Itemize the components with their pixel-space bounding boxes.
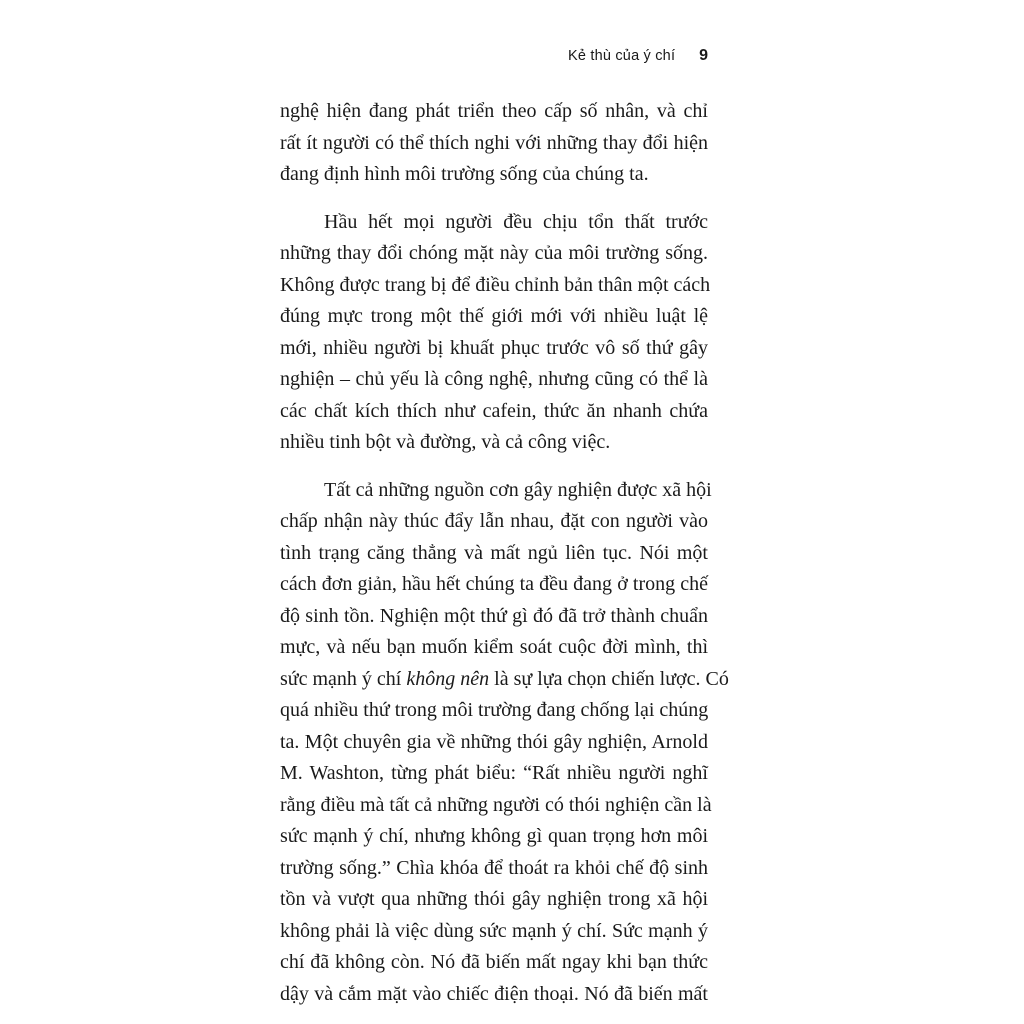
text-line: rằng điều mà tất cả những người có thói nghiện cần là <box>280 793 712 816</box>
text-line: Không được trang bị để điều chỉnh bản thân một cách <box>280 273 711 296</box>
text-line: sức mạnh ý chí, nhưng không gì quan trọng hơn môi <box>280 825 708 847</box>
text-line: mới, nhiều người bị khuất phục trước vô số thứ gây <box>280 336 708 359</box>
text-line: Hầu hết mọi người đều chịu tổn thất trước <box>324 210 708 233</box>
text-line: các chất kích thích như cafein, thức ăn nhanh chứa <box>280 399 708 422</box>
text-line: Tất cả những nguồn cơn gây nghiện được xã hội <box>324 478 712 501</box>
text-line: nhiều tinh bột và đường, và cả công việc. <box>280 431 611 453</box>
running-title: Kẻ thù của ý chí <box>568 48 676 64</box>
text-line: trường sống.” Chìa khóa để thoát ra khỏi chế độ sinh <box>280 856 708 879</box>
text-line: độ sinh tồn. Nghiện một thứ gì đó đã trở thành chuẩn <box>280 604 708 627</box>
text-segment: là sự lựa chọn chiến lược. Có <box>494 667 729 690</box>
text-line: nghệ hiện đang phát triển theo cấp số nhân, và chỉ <box>280 100 708 122</box>
page-number: 9 <box>699 47 708 64</box>
text-line: cách đơn giản, hầu hết chúng ta đều đang ở trong chế <box>280 573 708 595</box>
paragraph-1 <box>280 96 708 191</box>
running-head <box>568 47 708 65</box>
text-line: ta. Một chuyên gia về những thói gây nghiện, Arnold <box>280 730 708 753</box>
text-line: đúng mực trong một thế giới mới với nhiều luật lệ <box>280 305 708 327</box>
paragraph-3 <box>280 475 729 1011</box>
emphasis-text: không nên <box>406 667 490 690</box>
text-line-with-emphasis <box>280 664 729 696</box>
text-line: nghiện – chủ yếu là công nghệ, nhưng cũng có thể là <box>280 368 708 390</box>
text-line: chí đã không còn. Nó đã biến mất ngay khi bạn thức <box>280 951 708 973</box>
text-line: tồn và vượt qua những thói gây nghiện trong xã hội <box>280 888 708 910</box>
text-line: những thay đổi chóng mặt này của môi trường sống. <box>280 242 708 264</box>
text-line: tình trạng căng thẳng và mất ngủ liên tục. Nói một <box>280 541 708 564</box>
text-segment: sức mạnh ý chí <box>280 667 402 690</box>
text-line: M. Washton, từng phát biểu: “Rất nhiều người nghĩ <box>280 762 708 784</box>
text-line: chấp nhận này thúc đẩy lẫn nhau, đặt con người vào <box>280 510 708 532</box>
text-line: rất ít người có thể thích nghi với những thay đổi hiện <box>280 131 708 154</box>
body-text <box>280 96 729 1010</box>
text-line: mực, và nếu bạn muốn kiểm soát cuộc đời mình, thì <box>280 636 708 658</box>
paragraph-2 <box>280 207 711 459</box>
text-line: quá nhiều thứ trong môi trường đang chống lại chúng <box>280 699 709 721</box>
text-line: dậy và cắm mặt vào chiếc điện thoại. Nó đã biến mất <box>280 982 708 1005</box>
text-line: không phải là việc dùng sức mạnh ý chí. Sức mạnh ý <box>280 919 708 942</box>
text-line: đang định hình môi trường sống của chúng ta. <box>280 163 649 185</box>
